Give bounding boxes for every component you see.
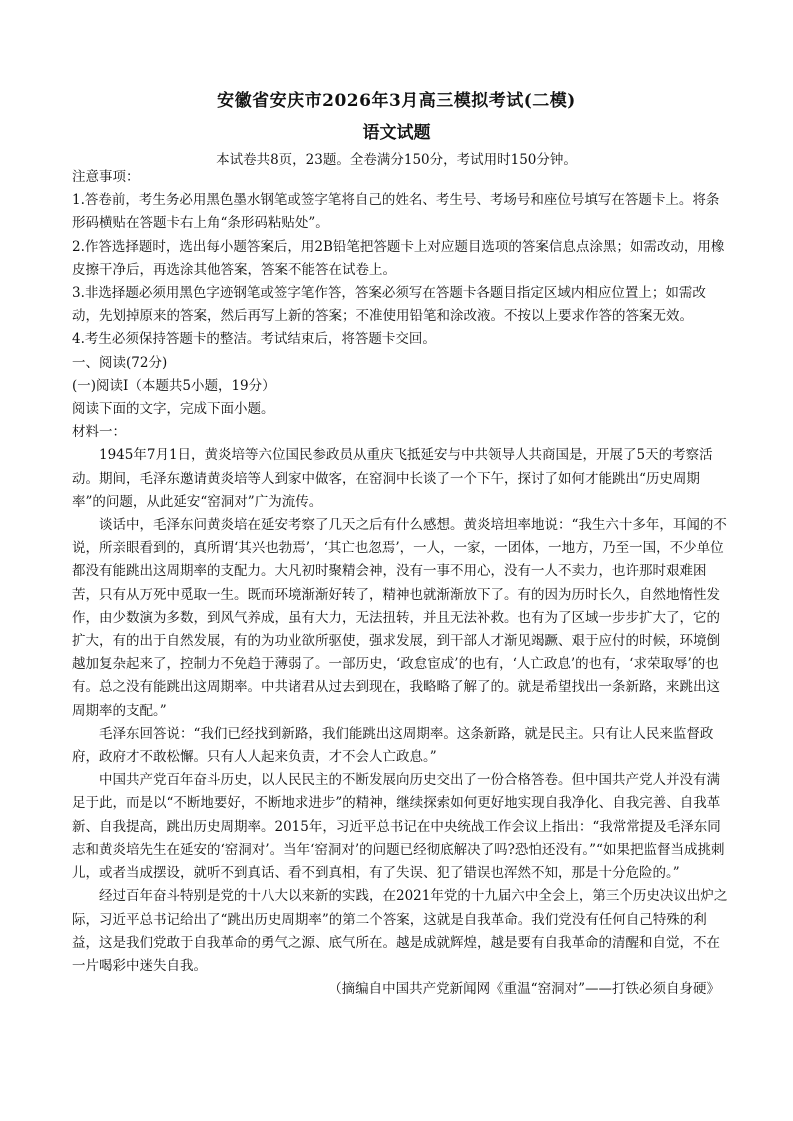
notice-item: 1.答卷前，考生务必用黑色墨水钢笔或签字笔将自己的姓名、考生号、考场号和座位号填写在答题卡上。将条形码横贴在答题卡右上角“条形码粘贴处”。 [72, 192, 720, 232]
exam-body [72, 166, 728, 1001]
section-sub: (一)阅读Ⅰ（本题共5小题，19分） [72, 377, 276, 394]
exam-meta: 本试卷共8页，23题。全卷满分150分，考试用时150分钟。 [216, 152, 577, 168]
exam-subject: 语文试题 [362, 123, 431, 143]
material-source: （摘编自中国共产党新闻网《重温“窑洞对”——打铁必须自身硬》 [328, 981, 720, 998]
material-paragraph: 1945年7月1日，黄炎培等六位国民参政员从重庆飞抵延安与中共领导人共商国是，开展了5天的考察活动。期间，毛泽东邀请黄炎培等人到家中做客，在窑洞中长谈了一个下午，探讨了如何才能跳出“历史周期率”的问题，从此延安“窑洞对”广为流传。 [72, 447, 713, 510]
section-instruction: 阅读下面的文字，完成下面小题。 [72, 401, 275, 418]
notice-item: 2.作答选择题时，选出每小题答案后，用2B铅笔把答题卡上对应题目选项的答案信息点涂黑；如需改动，用橡皮擦干净后，再选涂其他答案，答案不能答在试卷上。 [72, 238, 725, 278]
material-paragraph: 谈话中，毛泽东问黄炎培在延安考察了几天之后有什么感想。黄炎培坦率地说：“我生六十多年，耳闻的不说，所亲眼看到的，真所谓‘其兴也勃焉’，‘其亡也忽焉’，一人，一家，一团体，一地方，乃至一国，不少单位都没有能跳出这周期率的支配力。大凡初时聚精会神，没有一事不用心，没有一人不卖力，也许那时艰难困苦，只有从万死中觅取一生。既而环境渐渐好转了，精神也就渐渐放下了。有的因为历时长久，自然地惰性发作，由少数演为多数，到风气养成，虽有大力，无法扭转，并且无法补救。也有为了区域一步步扩大了，它的扩大，有的出于自然发展，有的为功业欲所驱使，强求发展，到干部人才渐见竭蹶、艰于应付的时候，环境倒越加复杂起来了，控制力不免趋于薄弱了。一部历史，‘政怠宦成’的也有，‘人亡政息’的也有，‘求荣取辱’的也有。总之没有能跳出这周期率。中共诸君从过去到现在，我略略了解了的。就是希望找出一条新路，来跳出这周期率的支配。” [72, 517, 727, 719]
notice-item: 4.考生必须保持答题卡的整洁。考试结束后，将答题卡交回。 [72, 331, 436, 348]
material-label: 材料一： [72, 424, 126, 441]
notice-heading: 注意事项： [72, 169, 140, 185]
material-paragraph: 经过百年奋斗特别是党的十八大以来新的实践，在2021年党的十九届六中全会上，第三个历史决议出炉之际，习近平总书记给出了“跳出历史周期率”的第二个答案，这就是自我革命。我们党没有任何自己特殊的利益，这是我们党敢于自我革命的勇气之源、底气所在。越是成就辉煌，越是要有自我革命的清醒和自觉，不在一片喝彩中迷失自我。 [72, 888, 728, 974]
exam-title: 安徽省安庆市2026年3月高三模拟考试(二模) [217, 91, 576, 111]
material-paragraph: 毛泽东回答说：“我们已经找到新路，我们能跳出这周期率。这条新路，就是民主。只有让人民来监督政府，政府才不敢松懈。只有人人起来负责，才不会人亡政息。” [72, 725, 714, 766]
notice-item: 3.非选择题必须用黑色字迹钢笔或签字笔作答，答案必须写在答题卡各题目指定区域内相应位置上；如需改动，先划掉原来的答案，然后再写上新的答案；不准使用铅笔和涂改液。不按以上要求作答的答案无效。 [72, 285, 706, 325]
section-part: 一、阅读(72分) [72, 354, 168, 371]
material-paragraph: 中国共产党百年奋斗历史，以人民民主的不断发展向历史交出了一份合格答卷。但中国共产党人并没有满足于此，而是以“不断地要好，不断地求进步”的精神，继续探索如何更好地实现自我净化、自我完善、自我革新、自我提高，跳出历史周期率。2015年，习近平总书记在中央统战工作会议上指出：“我常常提及毛泽东同志和黄炎培先生在延安的‘窑洞对’。当年‘窑洞对’的问题已经彻底解决了吗?恐怕还没有。”“如果把监督当成挑刺儿，或者当成摆设，就听不到真话、看不到真相，有了失误、犯了错误也浑然不知，那是十分危险的。” [72, 772, 725, 882]
